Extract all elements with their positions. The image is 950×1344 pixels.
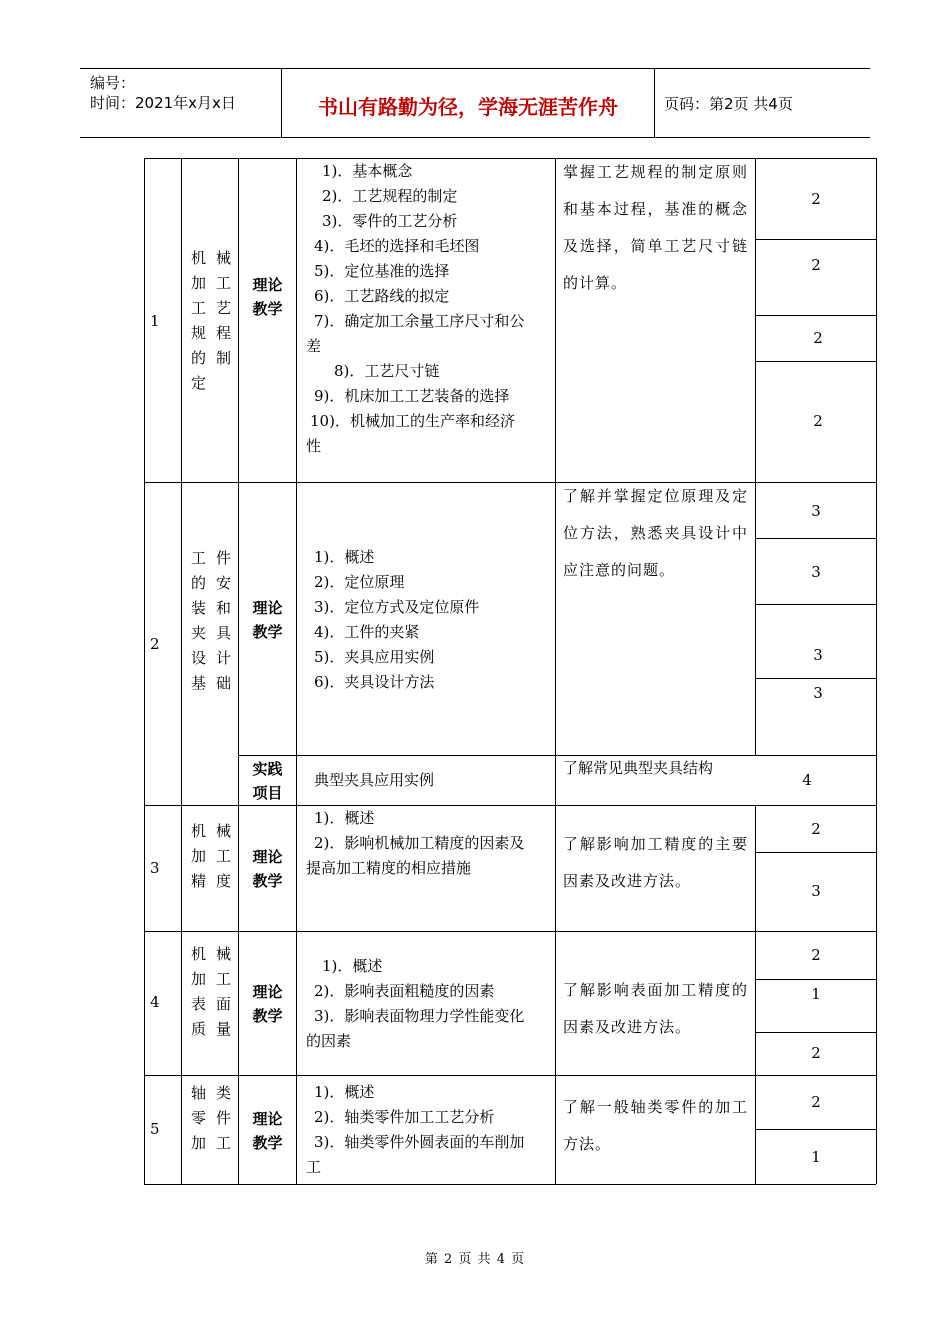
hours-divider bbox=[755, 678, 876, 679]
list-item: 4)．工件的夹紧 bbox=[314, 623, 420, 641]
learning-objective: 了解并掌握定位原理及定位方法，熟悉夹具设计中应注意的问题。 bbox=[563, 487, 748, 579]
table-column-line bbox=[555, 158, 556, 1184]
teaching-type: 理论 教学 bbox=[252, 276, 283, 318]
teaching-type: 理论 教学 bbox=[252, 983, 283, 1025]
chapter-title: 机械 加工 工艺 规程 的制 定 bbox=[191, 249, 231, 392]
list-item: 7)．确定加工余量工序尺寸和公 bbox=[314, 312, 525, 330]
hours-divider bbox=[755, 361, 876, 362]
table-column-line bbox=[296, 158, 297, 1184]
list-item: 差 bbox=[306, 337, 322, 355]
table-border bbox=[144, 158, 145, 1184]
row-number: 2 bbox=[150, 635, 160, 653]
practice-objective: 了解常见典型夹具结构 bbox=[563, 759, 714, 777]
hours-divider bbox=[755, 1129, 876, 1130]
table-row-line bbox=[144, 1075, 876, 1076]
header-divider bbox=[654, 69, 655, 137]
table-row-line bbox=[238, 755, 876, 756]
hours-cell: 2 bbox=[811, 1093, 821, 1111]
page-header bbox=[80, 68, 870, 138]
list-item: 6)．夹具设计方法 bbox=[314, 673, 435, 691]
practice-type: 实践 项目 bbox=[252, 760, 283, 802]
hours-divider bbox=[755, 979, 876, 980]
hours-divider bbox=[755, 604, 876, 605]
hours-divider bbox=[755, 852, 876, 853]
row-number: 4 bbox=[150, 993, 160, 1011]
learning-objective: 掌握工艺规程的制定原则和基本过程，基准的概念及选择，简单工艺尺寸链的计算。 bbox=[563, 163, 748, 292]
list-item: 2)．定位原理 bbox=[314, 573, 405, 591]
hours-divider bbox=[755, 538, 876, 539]
list-item: 3)．定位方式及定位原件 bbox=[314, 598, 480, 616]
list-item: 性 bbox=[306, 437, 322, 455]
header-left bbox=[90, 73, 236, 113]
list-item: 5)．定位基准的选择 bbox=[314, 262, 450, 280]
list-item: 3)．零件的工艺分析 bbox=[322, 212, 458, 230]
hours-cell: 2 bbox=[811, 256, 821, 274]
list-item: 1)．基本概念 bbox=[322, 162, 413, 180]
list-item: 工 bbox=[306, 1158, 322, 1176]
hours-cell: 3 bbox=[813, 684, 823, 702]
chapter-title: 机械 加工 表面 质量 bbox=[191, 945, 231, 1038]
chapter-title: 工件 的安 装和 夹具 设计 基础 bbox=[191, 549, 231, 692]
hours-cell: 3 bbox=[811, 502, 821, 520]
hours-divider bbox=[755, 315, 876, 316]
hours-divider bbox=[755, 1032, 876, 1033]
hours-cell: 3 bbox=[811, 563, 821, 581]
hours-cell: 2 bbox=[811, 190, 821, 208]
table-border bbox=[144, 1184, 876, 1185]
learning-objective: 了解一般轴类零件的加工方法。 bbox=[563, 1098, 748, 1153]
hours-cell: 2 bbox=[811, 820, 821, 838]
table-row-line bbox=[144, 482, 876, 483]
table-column-line bbox=[181, 158, 182, 1184]
list-item: 10)．机械加工的生产率和经济 bbox=[310, 412, 515, 430]
teaching-type: 理论 教学 bbox=[252, 1110, 283, 1152]
list-item: 提高加工精度的相应措施 bbox=[306, 859, 472, 877]
hours-cell: 2 bbox=[813, 329, 823, 347]
teaching-type: 理论 教学 bbox=[252, 599, 283, 641]
learning-objective: 了解影响加工精度的主要因素及改进方法。 bbox=[563, 835, 748, 890]
list-item: 2)．影响表面粗糙度的因素 bbox=[314, 982, 495, 1000]
hours-cell: 2 bbox=[811, 946, 821, 964]
row-number: 5 bbox=[150, 1120, 160, 1138]
list-item: 3)．轴类零件外圆表面的车削加 bbox=[314, 1133, 525, 1151]
list-item: 3)．影响表面物理力学性能变化 bbox=[314, 1007, 525, 1025]
document-code-label: 编号： bbox=[90, 74, 136, 92]
list-item: 5)．夹具应用实例 bbox=[314, 648, 435, 666]
header-motto: 书山有路勤为径，学海无涯苦作舟 bbox=[318, 95, 618, 119]
hours-divider bbox=[755, 239, 876, 240]
table-row-line bbox=[144, 931, 876, 932]
list-item: 1)．概述 bbox=[322, 957, 383, 975]
hours-cell: 3 bbox=[811, 882, 821, 900]
hours-cell: 2 bbox=[811, 1044, 821, 1062]
list-item: 1)．概述 bbox=[314, 548, 375, 566]
hours-cell: 3 bbox=[813, 646, 823, 664]
hours-cell: 1 bbox=[811, 985, 821, 1003]
chapter-title: 轴类 零件 加工 bbox=[191, 1084, 231, 1152]
list-item: 2)．轴类零件加工工艺分析 bbox=[314, 1108, 495, 1126]
list-item: 1)．概述 bbox=[314, 809, 375, 827]
practice-hours: 4 bbox=[802, 771, 812, 789]
list-item: 的因素 bbox=[306, 1032, 352, 1050]
document-date-label: 时间：2021年x月x日 bbox=[90, 94, 236, 112]
list-item: 2)．影响机械加工精度的因素及 bbox=[314, 834, 525, 852]
header-page-info: 页码：第2页 共4页 bbox=[664, 95, 793, 113]
list-item: 4)．毛坯的选择和毛坯图 bbox=[314, 237, 480, 255]
practice-item: 典型夹具应用实例 bbox=[314, 771, 435, 789]
row-number: 1 bbox=[150, 312, 160, 330]
row-number: 3 bbox=[150, 859, 160, 877]
chapter-title: 机械 加工 精度 bbox=[191, 822, 231, 890]
list-item: 1)．概述 bbox=[314, 1083, 375, 1101]
page-footer: 第 2 页 共 4 页 bbox=[424, 1252, 526, 1267]
list-item: 2)．工艺规程的制定 bbox=[322, 187, 458, 205]
list-item: 6)．工艺路线的拟定 bbox=[314, 287, 450, 305]
table-row-line bbox=[144, 805, 876, 806]
table-column-line bbox=[755, 158, 756, 755]
teaching-type: 理论 教学 bbox=[252, 848, 283, 890]
hours-cell: 1 bbox=[811, 1148, 821, 1166]
table-border bbox=[144, 158, 876, 159]
table-border bbox=[876, 158, 877, 1184]
list-item: 9)．机床加工工艺装备的选择 bbox=[314, 387, 510, 405]
learning-objective: 了解影响表面加工精度的因素及改进方法。 bbox=[563, 981, 748, 1036]
list-item: 8)．工艺尺寸链 bbox=[334, 362, 440, 380]
hours-cell: 2 bbox=[813, 412, 823, 430]
